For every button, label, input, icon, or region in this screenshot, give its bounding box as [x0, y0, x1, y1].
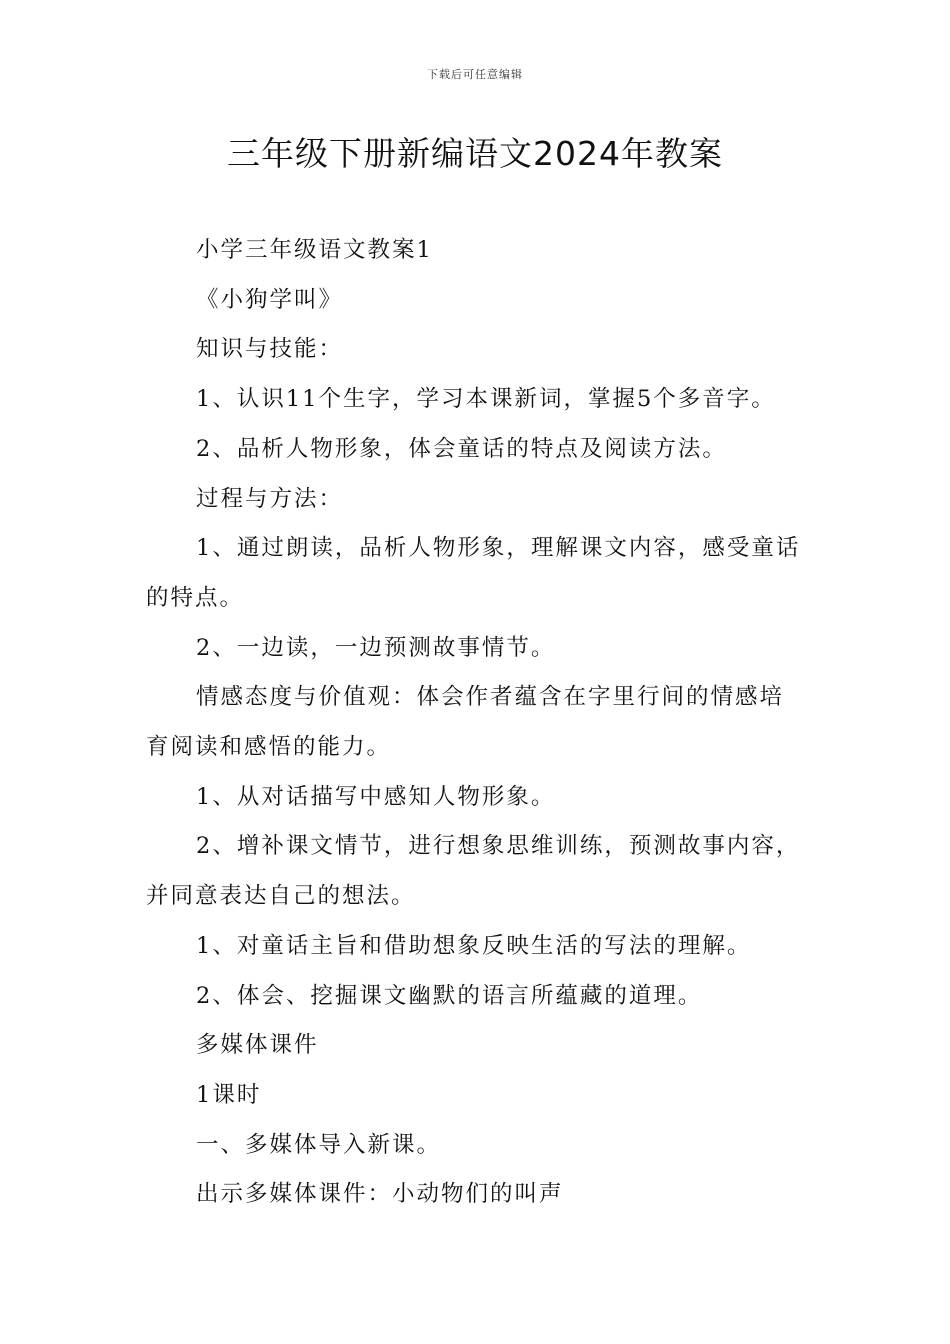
paragraph: 小学三年级语文教案1	[196, 237, 433, 263]
document-body	[146, 226, 808, 1220]
header-note: 下载后可任意编辑	[427, 68, 523, 81]
paragraph: 1课时	[196, 1081, 262, 1108]
paragraph: 2、品析人物形象，体会童话的特点及阅读方法。	[196, 435, 727, 462]
paragraph: 1、认识11个生字，学习本课新词，掌握5个多音字。	[196, 386, 776, 413]
paragraph: 1、通过朗读，品析人物形象，理解课文内容，感受童话的特点。	[146, 535, 801, 611]
paragraph: 过程与方法：	[196, 485, 344, 512]
paragraph: 《小狗学叫》	[196, 286, 344, 313]
paragraph: 情感态度与价值观：体会作者蕴含在字里行间的情感培育阅读和感悟的能力。	[146, 684, 785, 761]
paragraph: 1、对童话主旨和借助想象反映生活的写法的理解。	[196, 932, 752, 959]
paragraph: 一、多媒体导入新课。	[196, 1131, 442, 1158]
paragraph: 2、一边读，一边预测故事情节。	[196, 634, 556, 661]
paragraph: 多媒体课件	[196, 1032, 319, 1059]
document-title: 三年级下册新编语文2024年教案	[227, 134, 723, 173]
paragraph: 知识与技能：	[196, 336, 344, 363]
paragraph: 2、体会、挖掘课文幽默的语言所蕴藏的道理。	[196, 982, 703, 1009]
paragraph: 出示多媒体课件：小动物们的叫声	[196, 1181, 564, 1208]
paragraph: 1、从对话描写中感知人物形象。	[196, 783, 556, 810]
paragraph: 2、增补课文情节，进行想象思维训练，预测故事内容，并同意表达自己的想法。	[146, 833, 801, 910]
